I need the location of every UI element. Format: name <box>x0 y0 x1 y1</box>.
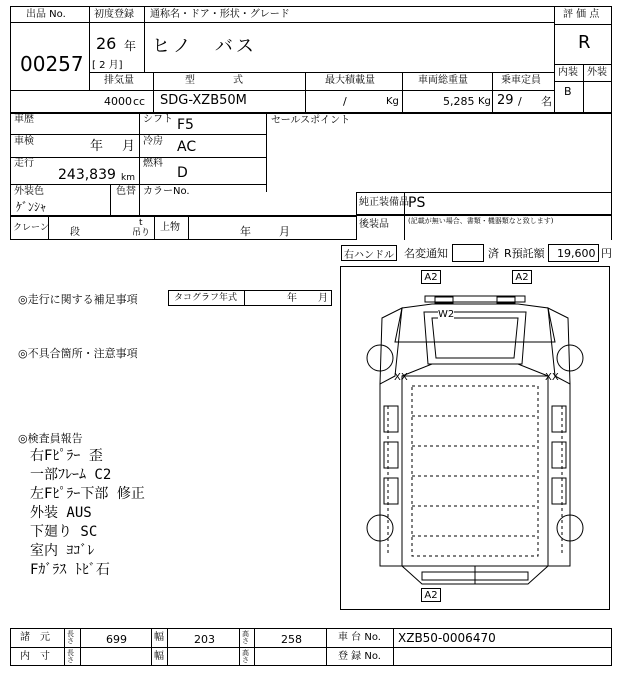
tachograph-month: 月 <box>318 293 328 304</box>
report-line: 室内 ﾖｺﾞﾚ <box>30 543 95 559</box>
history-label: 車歴 <box>14 114 34 125</box>
car-name: ヒノ バス <box>152 36 257 57</box>
gross-weight-value: 5,285 <box>443 95 475 108</box>
displacement-unit: cc <box>133 95 146 108</box>
fuel-value: D <box>177 165 188 181</box>
capacity-label: 乗車定員 <box>501 75 541 86</box>
recycle-amount: 19,600 <box>557 247 596 260</box>
exterior-grade-label: 外装 <box>587 67 607 78</box>
report-line: Fｶﾞﾗｽ ﾄﾋﾞ石 <box>30 562 110 578</box>
capacity-sep: / <box>518 95 522 108</box>
chassis-label: 車 台 No. <box>338 632 381 643</box>
interior-grade-label: 内装 <box>558 67 578 78</box>
mark-left-side: XX <box>394 372 408 383</box>
mileage-label: 走行 <box>14 158 34 169</box>
ext-color-label: 外装色 <box>14 186 44 197</box>
crane-row <box>10 216 357 240</box>
reg-month: [ 2 月] <box>92 60 123 71</box>
ext-color-value: ｹﾞﾝｼｬ <box>16 200 47 214</box>
shift-value: F5 <box>177 117 194 133</box>
max-load-value: / <box>343 95 347 108</box>
aftermarket-note: (記載が無い場合、書類・機器類なと致します) <box>408 217 554 225</box>
mark-front-right: A2 <box>512 270 532 284</box>
report-line: 右Fﾋﾟﾗｰ 歪 <box>30 448 103 464</box>
model-value: SDG-XZB50M <box>160 93 247 108</box>
details-block <box>10 112 612 216</box>
lot-label: 出品 No. <box>26 9 66 20</box>
length-label-interior: 長さ <box>67 649 74 665</box>
dimensions-label: 諸 元 <box>20 632 50 643</box>
sales-point-label: セールスポイント <box>271 115 351 126</box>
mark-windshield: W2 <box>438 309 455 320</box>
height-label-interior: 高さ <box>242 649 249 665</box>
fuel-label: 燃料 <box>143 158 163 169</box>
max-load-label: 最大積載量 <box>325 75 375 86</box>
standard-equip-value: PS <box>408 195 426 211</box>
car-name-label: 通称名・ドア・形状・グレード <box>150 9 290 20</box>
tachograph-year: 年 <box>287 293 297 304</box>
report-line: 一部ﾌﾚｰﾑ C2 <box>30 467 112 483</box>
reg-year-unit: 年 <box>124 39 137 53</box>
defect-notes-title: ◎不具合箇所・注意事項 <box>18 347 138 360</box>
first-reg-label: 初度登録 <box>94 9 134 20</box>
gross-weight-label: 車両総重量 <box>418 75 468 86</box>
length-label: 長さ <box>67 630 74 646</box>
mark-front-left: A2 <box>421 270 441 284</box>
overall-grade: R <box>578 32 591 53</box>
loading-label: 上物 <box>160 222 180 233</box>
capacity-unit: 名 <box>541 95 552 108</box>
name-change-box <box>452 244 484 262</box>
standard-equip-label: 純正装備品 <box>359 197 409 208</box>
crane-label: クレーン <box>13 223 49 233</box>
recycle-prefix: 済 <box>488 247 499 260</box>
model-label: 型 式 <box>185 75 249 86</box>
width-label-interior: 幅 <box>154 651 164 662</box>
inspection-year: 年 <box>90 139 104 154</box>
height-label: 高さ <box>242 630 249 646</box>
max-load-unit: Kg <box>386 96 399 107</box>
mark-right-side: XX <box>545 372 559 383</box>
aircon-label: 冷房 <box>143 136 163 147</box>
recycle-unit: 円 <box>601 247 612 260</box>
loading-year: 年 <box>240 225 251 238</box>
reg-year: 26 <box>96 34 117 53</box>
length-value: 699 <box>106 633 127 646</box>
displacement-label: 排気量 <box>104 75 134 86</box>
gross-weight-unit: Kg <box>478 96 491 107</box>
aircon-value: AC <box>177 139 197 155</box>
color-code-label: カラーNo. <box>143 186 190 197</box>
width-label: 幅 <box>154 632 164 643</box>
name-change-label: 名変通知 <box>404 247 448 260</box>
steering-badge: 右ハンドル <box>341 245 397 261</box>
report-line: 外装 AUS <box>30 505 92 521</box>
interior-grade: B <box>564 85 572 98</box>
report-line: 左Fﾋﾟﾗｰ下部 修正 <box>30 486 145 502</box>
driving-notes-title: ◎走行に関する補足事項 <box>18 293 138 306</box>
capacity-value: 29 <box>497 93 514 108</box>
crane-ton: t <box>139 218 143 228</box>
crane-tier: 段 <box>70 227 80 238</box>
mark-rear: A2 <box>421 588 441 602</box>
lot-number: 00257 <box>20 52 84 76</box>
bus-diagram <box>340 266 610 610</box>
loading-month: 月 <box>279 225 290 238</box>
inspection-label: 車検 <box>14 136 34 147</box>
crane-hang: 吊り <box>132 228 151 238</box>
aftermarket-label: 後装品 <box>359 219 389 230</box>
registration-label: 登 録 No. <box>338 651 381 662</box>
grade-label: 評 価 点 <box>563 9 600 20</box>
chassis-number: XZB50-0006470 <box>398 631 496 645</box>
displacement-value: 4000 <box>104 95 132 108</box>
inspection-month: 月 <box>122 139 136 154</box>
mileage-value: 243,839 <box>58 167 116 183</box>
interior-dims-label: 内 寸 <box>20 651 50 662</box>
shift-label: シフト <box>143 114 173 125</box>
recycle-label: R預託額 <box>504 247 545 260</box>
report-line: 下廻り SC <box>30 524 98 540</box>
inspector-report-title: ◎検査員報告 <box>18 432 83 445</box>
mileage-unit: km <box>121 173 135 183</box>
height-value: 258 <box>281 633 302 646</box>
width-value: 203 <box>194 633 215 646</box>
tachograph-label: タコグラフ年式 <box>174 293 238 303</box>
color-change-label: 色替 <box>116 186 136 197</box>
